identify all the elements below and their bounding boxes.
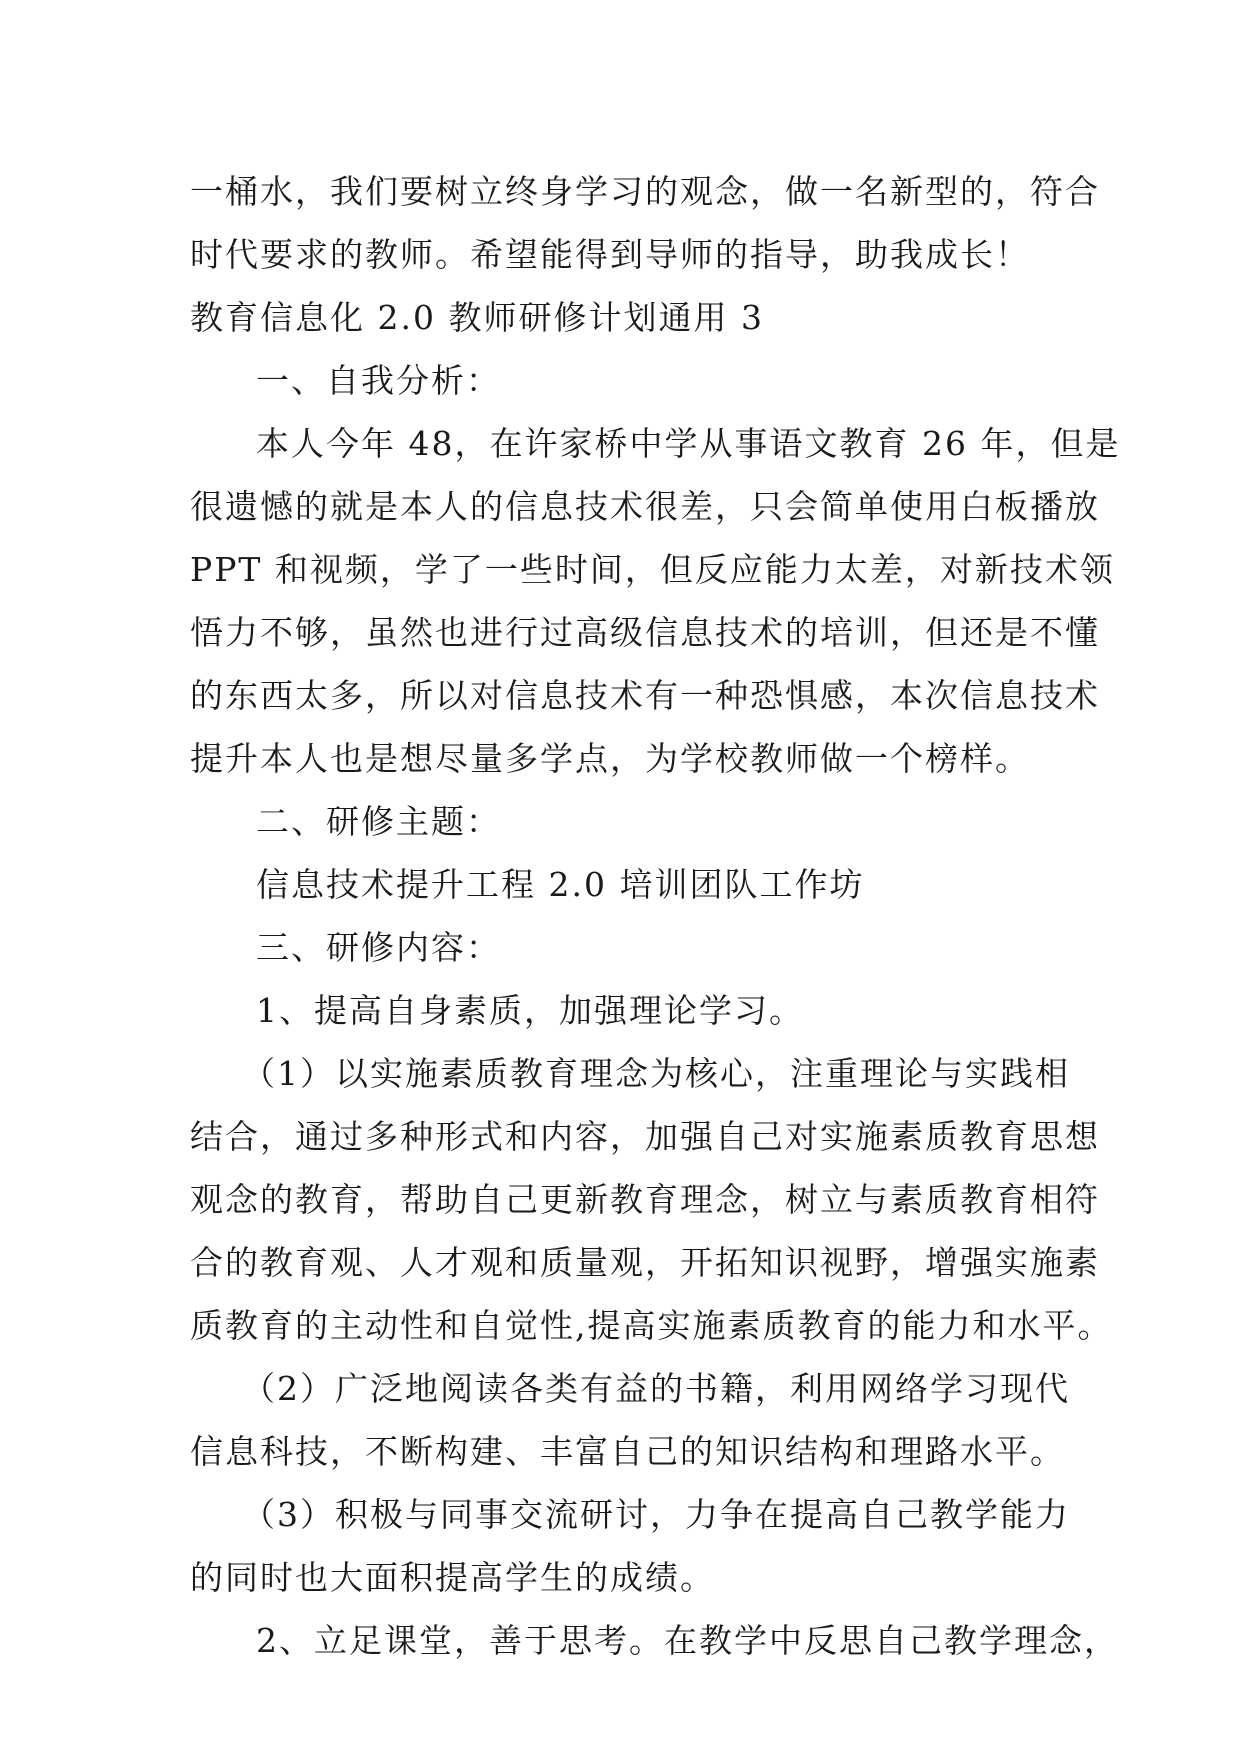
text-line: 质教育的主动性和自觉性,提高实施素质教育的能力和水平。 bbox=[190, 1306, 1113, 1345]
list-item-1: 1、提高自身素质，加强理论学习。 bbox=[256, 991, 804, 1030]
list-item-2: 2、立足课堂，善于思考。在教学中反思自己教学理念， bbox=[256, 1621, 1119, 1660]
text-line: 观念的教育，帮助自己更新教育理念，树立与素质教育相符 bbox=[190, 1180, 1100, 1219]
text-line: 信息技术提升工程 2.0 培训团队工作坊 bbox=[256, 865, 865, 904]
text-line: 的东西太多，所以对信息技术有一种恐惧感，本次信息技术 bbox=[190, 676, 1100, 715]
text-line: 结合，通过多种形式和内容，加强自己对实施素质教育思想 bbox=[190, 1117, 1100, 1156]
sub-item-3: （3）积极与同事交流研讨，力争在提高自己教学能力 bbox=[242, 1495, 1070, 1534]
text-line: 悟力不够，虽然也进行过高级信息技术的培训，但还是不懂 bbox=[190, 613, 1100, 652]
text-line: 合的教育观、人才观和质量观，开拓知识视野，增强实施素 bbox=[190, 1243, 1100, 1282]
text-line: 时代要求的教师。希望能得到导师的指导，助我成长！ bbox=[190, 235, 1030, 274]
text-line: PPT 和视频，学了一些时间，但反应能力太差，对新技术领 bbox=[190, 550, 1115, 589]
text-line: 一桶水，我们要树立终身学习的观念，做一名新型的，符合 bbox=[190, 172, 1100, 211]
heading-research-theme: 二、研修主题： bbox=[256, 802, 501, 841]
text-line: 提升本人也是想尽量多学点，为学校教师做一个榜样。 bbox=[190, 739, 1030, 778]
document-body bbox=[190, 160, 1121, 1672]
text-line: 的同时也大面积提高学生的成绩。 bbox=[190, 1558, 715, 1597]
section-title: 教育信息化 2.0 教师研修计划通用 3 bbox=[190, 298, 764, 337]
sub-item-2: （2）广泛地阅读各类有益的书籍，利用网络学习现代 bbox=[242, 1369, 1070, 1408]
text-line: 很遗憾的就是本人的信息技术很差，只会简单使用白板播放 bbox=[190, 487, 1100, 526]
text-line: 信息科技，不断构建、丰富自己的知识结构和理路水平。 bbox=[190, 1432, 1065, 1471]
text-line: 本人今年 48，在许家桥中学从事语文教育 26 年，但是 bbox=[256, 424, 1121, 463]
heading-self-analysis: 一、自我分析： bbox=[256, 361, 501, 400]
heading-research-content: 三、研修内容： bbox=[256, 928, 501, 967]
sub-item-1: （1）以实施素质教育理念为核心，注重理论与实践相 bbox=[242, 1054, 1070, 1093]
